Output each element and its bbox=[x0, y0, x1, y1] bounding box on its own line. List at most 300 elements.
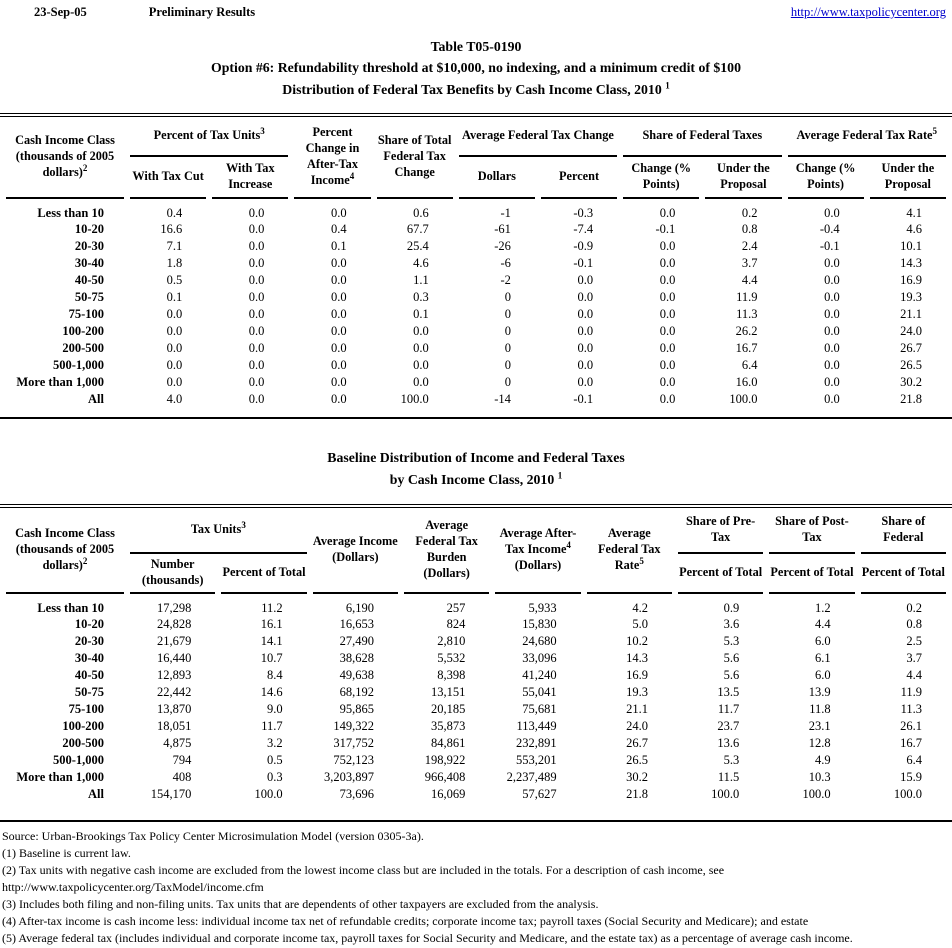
cell-value: 95,865 bbox=[339, 702, 374, 717]
col-header-cash-income-class: Cash Income Class (thousands of 2005 dollars)$^2$ bbox=[6, 508, 124, 594]
cell-value: 10.7 bbox=[260, 651, 283, 666]
cell-value: 15.9 bbox=[900, 770, 922, 785]
cell-value: 0.8 bbox=[906, 617, 922, 632]
cell-value: 0.0 bbox=[824, 341, 840, 356]
cell-value: 0.0 bbox=[659, 239, 676, 254]
cell-value: 0.0 bbox=[248, 341, 265, 356]
cell-value: 0.4 bbox=[330, 222, 347, 237]
cell-value: 10.3 bbox=[808, 770, 831, 785]
cell-value: -0.3 bbox=[573, 206, 594, 221]
cell-value: 3.6 bbox=[723, 617, 740, 632]
baseline-title-line1: Baseline Distribution of Income and Federal Taxes bbox=[327, 449, 625, 465]
cell-value: 16.6 bbox=[160, 222, 183, 237]
cell-value: 5.3 bbox=[723, 753, 740, 768]
footnote-marker-1: 1 bbox=[665, 80, 670, 91]
cell-value: 0 bbox=[504, 324, 511, 339]
row-label: 100-200 bbox=[62, 324, 104, 339]
cell-value: 18,051 bbox=[156, 719, 192, 734]
cell-value: 6.0 bbox=[815, 634, 831, 649]
cell-value: 5,933 bbox=[528, 600, 557, 615]
col-header-change-points: Change (% Points) bbox=[623, 157, 699, 199]
cell-value: 21.1 bbox=[626, 702, 648, 717]
row-label: 10-20 bbox=[74, 617, 104, 632]
cell-value: 0.0 bbox=[330, 307, 347, 322]
cell-value: 0.2 bbox=[741, 206, 758, 221]
cell-value: 24,680 bbox=[522, 634, 557, 649]
cell-value: 0.0 bbox=[248, 392, 265, 407]
cell-value: 5.0 bbox=[632, 617, 648, 632]
col-header-percent: Percent bbox=[541, 157, 617, 199]
table-row bbox=[6, 324, 946, 341]
cell-value: 16.1 bbox=[260, 617, 283, 632]
cell-value: 0.0 bbox=[166, 307, 183, 322]
cell-value: 0.1 bbox=[166, 290, 183, 305]
cell-value: -0.1 bbox=[819, 239, 840, 254]
row-label: 100-200 bbox=[62, 719, 104, 734]
preliminary-results-label: Preliminary Results bbox=[148, 5, 256, 19]
table-row bbox=[6, 617, 946, 634]
baseline-table-body bbox=[6, 594, 946, 804]
cell-value: 100.0 bbox=[254, 787, 283, 802]
cell-value: 0.0 bbox=[330, 358, 347, 373]
table-row bbox=[6, 719, 946, 736]
cell-value: 0.0 bbox=[166, 358, 183, 373]
row-label: 20-30 bbox=[74, 634, 104, 649]
footnote-marker-1: 1 bbox=[557, 470, 563, 481]
cell-value: 12,893 bbox=[156, 668, 192, 683]
cell-value: 0.0 bbox=[824, 375, 840, 390]
row-label: 40-50 bbox=[74, 273, 104, 288]
cell-value: 0.0 bbox=[248, 239, 265, 254]
report-date: 23-Sep-05 bbox=[34, 5, 87, 19]
baseline-title-block bbox=[0, 447, 952, 491]
cell-value: 68,192 bbox=[339, 685, 374, 700]
group-header-share-of-pre-tax: Share of Pre-Tax bbox=[678, 508, 763, 554]
table-row bbox=[6, 307, 946, 324]
cell-value: 0.0 bbox=[330, 324, 347, 339]
cell-value: 0.0 bbox=[413, 341, 429, 356]
baseline-table bbox=[0, 508, 952, 804]
cell-value: 0.6 bbox=[413, 206, 429, 221]
table-row bbox=[6, 736, 946, 753]
col-header-average-income: Average Income (Dollars) bbox=[313, 508, 398, 594]
row-label: 200-500 bbox=[62, 736, 104, 751]
group-header-percent-of-tax-units: Percent of Tax Units$^3$ bbox=[130, 117, 288, 157]
col-header-under-the-proposal: Under the Proposal bbox=[705, 157, 781, 199]
cell-value: 100.0 bbox=[729, 392, 758, 407]
cell-value: 0.5 bbox=[267, 753, 283, 768]
cell-value: 0 bbox=[504, 358, 511, 373]
cell-value: 14.1 bbox=[260, 634, 283, 649]
table-row bbox=[6, 222, 946, 239]
cell-value: 0.0 bbox=[659, 392, 676, 407]
footnote-4: (4) After-tax income is cash income less: individual income tax net of refundable credits; corporate income tax; payroll taxes (Social Security and Medicare); and estate bbox=[2, 913, 809, 928]
row-label: More than 1,000 bbox=[16, 375, 104, 390]
cell-value: 0.0 bbox=[659, 375, 676, 390]
cell-value: 20,185 bbox=[430, 702, 466, 717]
cell-value: 10.1 bbox=[900, 239, 922, 254]
cell-value: 11.5 bbox=[717, 770, 740, 785]
cell-value: 8.4 bbox=[267, 668, 283, 683]
cell-value: 33,096 bbox=[522, 651, 557, 666]
cell-value: 408 bbox=[172, 770, 192, 785]
footnotes bbox=[0, 829, 952, 947]
cell-value: -0.9 bbox=[573, 239, 594, 254]
cell-value: 257 bbox=[446, 600, 466, 615]
table-title-block bbox=[0, 36, 952, 100]
row-label: 500-1,000 bbox=[52, 358, 104, 373]
cell-value: 198,922 bbox=[424, 753, 466, 768]
cell-value: 5.6 bbox=[723, 668, 740, 683]
cell-value: 4.4 bbox=[906, 668, 922, 683]
cell-value: 2,810 bbox=[437, 634, 466, 649]
col-header-with-tax-cut: With Tax Cut bbox=[130, 157, 206, 199]
col-header-cash-income-class: Cash Income Class (thousands of 2005 dollars)$^2$ bbox=[6, 117, 124, 199]
cell-value: 17,298 bbox=[156, 600, 192, 615]
cell-value: -6 bbox=[500, 256, 511, 271]
group-header-row bbox=[6, 508, 946, 554]
cell-value: 0.0 bbox=[166, 324, 183, 339]
cell-value: 0.0 bbox=[330, 290, 347, 305]
cell-value: 1.2 bbox=[815, 600, 831, 615]
benefits-table-body bbox=[6, 199, 946, 409]
cell-value: -61 bbox=[494, 222, 511, 237]
cell-value: 14.3 bbox=[626, 651, 648, 666]
cell-value: 0.0 bbox=[824, 358, 840, 373]
row-label: All bbox=[88, 787, 104, 802]
cell-value: 0.0 bbox=[577, 307, 594, 322]
cell-value: 2.4 bbox=[741, 239, 758, 254]
cell-value: 26.2 bbox=[735, 324, 758, 339]
cell-value: 75,681 bbox=[522, 702, 557, 717]
cell-value: 0.0 bbox=[248, 307, 265, 322]
table-row bbox=[6, 594, 946, 617]
cell-value: 8,398 bbox=[437, 668, 466, 683]
cell-value: 966,408 bbox=[424, 770, 466, 785]
col-header-percent-of-total: Percent of Total bbox=[769, 554, 854, 594]
cell-value: 26.7 bbox=[900, 341, 922, 356]
table-row bbox=[6, 239, 946, 256]
table-number-title: Table T05-0190 bbox=[430, 39, 522, 54]
cell-value: 0.4 bbox=[166, 206, 183, 221]
cell-value: 4,875 bbox=[163, 736, 192, 751]
cell-value: 6,190 bbox=[345, 600, 374, 615]
cell-value: 26.1 bbox=[900, 719, 922, 734]
cell-value: 0 bbox=[504, 290, 511, 305]
cell-value: -0.4 bbox=[819, 222, 840, 237]
cell-value: 3.2 bbox=[267, 736, 283, 751]
cell-value: 4.2 bbox=[632, 600, 648, 615]
cell-value: 794 bbox=[172, 753, 192, 768]
baseline-table-header bbox=[6, 508, 946, 594]
cell-value: 1.8 bbox=[166, 256, 183, 271]
col-header-dollars: Dollars bbox=[459, 157, 535, 199]
cell-value: 13.5 bbox=[717, 685, 740, 700]
row-label: 75-100 bbox=[68, 702, 104, 717]
cell-value: 11.9 bbox=[900, 685, 922, 700]
cell-value: 0.0 bbox=[659, 273, 676, 288]
cell-value: 67.7 bbox=[406, 222, 429, 237]
cell-value: 100.0 bbox=[711, 787, 740, 802]
cell-value: 0.0 bbox=[248, 324, 265, 339]
cell-value: 0.0 bbox=[330, 256, 347, 271]
cell-value: 0.9 bbox=[723, 600, 740, 615]
col-header-percent-of-total: Percent of Total bbox=[221, 554, 306, 594]
cell-value: 0.1 bbox=[413, 307, 429, 322]
cell-value: 21.8 bbox=[626, 787, 648, 802]
cell-value: 317,752 bbox=[333, 736, 374, 751]
cell-value: 16.7 bbox=[900, 736, 922, 751]
cell-value: 0.0 bbox=[248, 273, 265, 288]
cell-value: 10.2 bbox=[626, 634, 648, 649]
cell-value: 0.0 bbox=[330, 206, 347, 221]
row-label: 200-500 bbox=[62, 341, 104, 356]
cell-value: 0.0 bbox=[166, 341, 183, 356]
baseline-title-line2: by Cash Income Class, 2010 $^1$ bbox=[389, 470, 563, 487]
row-label: More than 1,000 bbox=[16, 770, 104, 785]
cell-value: 24.0 bbox=[900, 324, 922, 339]
group-header-average-federal-tax-change: Average Federal Tax Change bbox=[459, 117, 617, 157]
cell-value: 0.0 bbox=[330, 375, 347, 390]
row-label: 50-75 bbox=[74, 290, 104, 305]
cell-value: 5.3 bbox=[723, 634, 740, 649]
cell-value: -2 bbox=[500, 273, 511, 288]
cell-value: -0.1 bbox=[573, 256, 594, 271]
cell-value: 57,627 bbox=[522, 787, 557, 802]
col-header-share-total-federal-tax-change: Share of Total Federal Tax Change bbox=[377, 117, 453, 199]
table-row bbox=[6, 787, 946, 804]
cell-value: 11.7 bbox=[261, 719, 283, 734]
row-label: 500-1,000 bbox=[52, 753, 104, 768]
cell-value: 0.0 bbox=[330, 273, 347, 288]
footnote-3: (3) Includes both filing and non-filing units. Tax units that are dependents of other taxpayers are excluded from the analysis. bbox=[2, 896, 599, 911]
group-header-average-federal-tax-rate: Average Federal Tax Rate$^5$ bbox=[788, 117, 947, 157]
cell-value: 7.1 bbox=[166, 239, 183, 254]
cell-value: 9.0 bbox=[267, 702, 283, 717]
col-header-number-thousands: Number (thousands) bbox=[130, 554, 215, 594]
cell-value: 16,069 bbox=[430, 787, 466, 802]
cell-value: 11.2 bbox=[261, 600, 283, 615]
cell-value: 16.7 bbox=[735, 341, 758, 356]
cell-value: 13.9 bbox=[808, 685, 831, 700]
cell-value: 154,170 bbox=[150, 787, 192, 802]
cell-value: -7.4 bbox=[573, 222, 594, 237]
cell-value: 41,240 bbox=[522, 668, 557, 683]
group-header-row bbox=[6, 117, 946, 157]
cell-value: 0.2 bbox=[906, 600, 922, 615]
footnote-5: (5) Average federal tax (includes individual and corporate income tax, payroll taxes for Social Security and Medicare, and the estate tax) as a percentage of average cash income. bbox=[2, 931, 853, 946]
baseline-table-wrapper bbox=[0, 504, 952, 822]
cell-value: 6.1 bbox=[815, 651, 831, 666]
cell-value: 0.3 bbox=[267, 770, 283, 785]
cell-value: 0.0 bbox=[577, 290, 594, 305]
group-header-share-of-federal: Share of Federal bbox=[861, 508, 946, 554]
cell-value: 232,891 bbox=[516, 736, 557, 751]
cell-value: 0.0 bbox=[824, 324, 840, 339]
col-header-with-tax-increase: With Tax Increase bbox=[212, 157, 288, 199]
cell-value: 0.0 bbox=[248, 290, 265, 305]
cell-value: 24.0 bbox=[626, 719, 648, 734]
cell-value: -14 bbox=[494, 392, 511, 407]
benefits-table-wrapper bbox=[0, 113, 952, 419]
cell-value: 26.7 bbox=[626, 736, 648, 751]
cell-value: 30.2 bbox=[626, 770, 648, 785]
cell-value: 0.3 bbox=[413, 290, 429, 305]
cell-value: 26.5 bbox=[900, 358, 922, 373]
table-row bbox=[6, 290, 946, 307]
cell-value: 14.3 bbox=[900, 256, 922, 271]
source-note: Source: Urban-Brookings Tax Policy Center Microsimulation Model (version 0305-3a). bbox=[2, 828, 424, 843]
row-label: 30-40 bbox=[74, 256, 104, 271]
cell-value: 0.0 bbox=[577, 358, 594, 373]
cell-value: 3,203,897 bbox=[323, 770, 374, 785]
cell-value: 6.0 bbox=[815, 668, 831, 683]
cell-value: 0.0 bbox=[659, 358, 676, 373]
row-label: 20-30 bbox=[74, 239, 104, 254]
cell-value: 21.1 bbox=[900, 307, 922, 322]
cell-value: 4.6 bbox=[906, 222, 922, 237]
cell-value: 4.4 bbox=[741, 273, 758, 288]
cell-value: 19.3 bbox=[626, 685, 648, 700]
cell-value: 2,237,489 bbox=[506, 770, 557, 785]
cell-value: 0.0 bbox=[577, 324, 594, 339]
cell-value: 16.9 bbox=[626, 668, 648, 683]
table-row bbox=[6, 392, 946, 409]
cell-value: 0.1 bbox=[330, 239, 347, 254]
cell-value: 0.5 bbox=[166, 273, 183, 288]
cell-value: 16.9 bbox=[900, 273, 922, 288]
cell-value: 12.8 bbox=[808, 736, 831, 751]
cell-value: 0.0 bbox=[659, 290, 676, 305]
col-header-under-the-proposal: Under the Proposal bbox=[870, 157, 946, 199]
cell-value: 73,696 bbox=[339, 787, 374, 802]
cell-value: 21,679 bbox=[156, 634, 192, 649]
cell-value: 0.0 bbox=[248, 256, 265, 271]
cell-value: 14.6 bbox=[260, 685, 283, 700]
cell-value: -0.1 bbox=[655, 222, 676, 237]
cell-value: 0.0 bbox=[824, 256, 840, 271]
table-row bbox=[6, 668, 946, 685]
cell-value: 100.0 bbox=[802, 787, 831, 802]
table-row bbox=[6, 358, 946, 375]
table-row bbox=[6, 702, 946, 719]
cell-value: 0.0 bbox=[659, 256, 676, 271]
cell-value: 30.2 bbox=[900, 375, 922, 390]
table-row bbox=[6, 634, 946, 651]
cell-value: 6.4 bbox=[741, 358, 758, 373]
cell-value: 2.5 bbox=[906, 634, 922, 649]
cell-value: 553,201 bbox=[516, 753, 557, 768]
cell-value: 100.0 bbox=[893, 787, 922, 802]
cell-value: 0.0 bbox=[577, 341, 594, 356]
cell-value: -1 bbox=[500, 206, 511, 221]
table-row bbox=[6, 341, 946, 358]
cell-value: 0 bbox=[504, 307, 511, 322]
cell-value: 4.1 bbox=[906, 206, 922, 221]
cell-value: 11.3 bbox=[736, 307, 758, 322]
row-label: 10-20 bbox=[74, 222, 104, 237]
cell-value: 0 bbox=[504, 375, 511, 390]
table-row bbox=[6, 273, 946, 290]
cell-value: 0.0 bbox=[824, 273, 840, 288]
cell-value: 38,628 bbox=[339, 651, 374, 666]
cell-value: 0.0 bbox=[413, 324, 429, 339]
cell-value: 0.0 bbox=[248, 206, 265, 221]
cell-value: 5.6 bbox=[723, 651, 740, 666]
cell-value: 11.3 bbox=[900, 702, 922, 717]
cell-value: 0.0 bbox=[824, 290, 840, 305]
cell-value: 13,151 bbox=[430, 685, 466, 700]
cell-value: 0.0 bbox=[248, 375, 265, 390]
page-header bbox=[0, 5, 952, 20]
distribution-title: Distribution of Federal Tax Benefits by Cash Income Class, 2010 $^1$ bbox=[282, 80, 670, 97]
table-row bbox=[6, 685, 946, 702]
col-header-change-points: Change (% Points) bbox=[788, 157, 864, 199]
cell-value: 23.1 bbox=[808, 719, 831, 734]
cell-value: 0.0 bbox=[413, 375, 429, 390]
group-header-share-of-federal-taxes: Share of Federal Taxes bbox=[623, 117, 781, 157]
cell-value: 3.7 bbox=[741, 256, 758, 271]
col-header-average-federal-tax-burden: Average Federal Tax Burden (Dollars) bbox=[404, 508, 489, 594]
table-row bbox=[6, 375, 946, 392]
row-label: Less than 10 bbox=[37, 600, 104, 615]
cell-value: 0.0 bbox=[577, 273, 594, 288]
cell-value: 100.0 bbox=[400, 392, 429, 407]
cell-value: 16.0 bbox=[735, 375, 758, 390]
cell-value: 0.0 bbox=[577, 375, 594, 390]
cell-value: 6.4 bbox=[906, 753, 922, 768]
row-label: 40-50 bbox=[74, 668, 104, 683]
cell-value: 16,653 bbox=[339, 617, 374, 632]
cell-value: 11.9 bbox=[736, 290, 758, 305]
cell-value: 0 bbox=[504, 341, 511, 356]
cell-value: 23.7 bbox=[717, 719, 740, 734]
row-label: 30-40 bbox=[74, 651, 104, 666]
cell-value: 0.0 bbox=[824, 392, 840, 407]
cell-value: 15,830 bbox=[522, 617, 557, 632]
cell-value: 824 bbox=[446, 617, 466, 632]
group-header-share-of-post-tax: Share of Post-Tax bbox=[769, 508, 854, 554]
cell-value: 13,870 bbox=[156, 702, 192, 717]
table-row bbox=[6, 753, 946, 770]
cell-value: 0.0 bbox=[248, 358, 265, 373]
cell-value: 149,322 bbox=[333, 719, 374, 734]
sub-header-row bbox=[6, 157, 946, 199]
cell-value: 0.8 bbox=[741, 222, 758, 237]
col-header-percent-of-total: Percent of Total bbox=[678, 554, 763, 594]
cell-value: 13.6 bbox=[717, 736, 740, 751]
cell-value: 0.0 bbox=[824, 206, 840, 221]
cell-value: 49,638 bbox=[339, 668, 374, 683]
row-label: All bbox=[88, 392, 104, 407]
cell-value: 22,442 bbox=[156, 685, 192, 700]
cell-value: 4.9 bbox=[815, 753, 831, 768]
footnote-1: (1) Baseline is current law. bbox=[2, 845, 131, 860]
option-title: Option #6: Refundability threshold at $10,000, no indexing, and a minimum credit of $100 bbox=[211, 60, 741, 76]
cell-value: 752,123 bbox=[333, 753, 374, 768]
taxpolicycenter-link[interactable]: http://www.taxpolicycenter.org bbox=[790, 5, 946, 19]
col-header-average-federal-tax-rate: Average Federal Tax Rate$^5$ bbox=[587, 508, 672, 594]
cell-value: 16,440 bbox=[156, 651, 192, 666]
benefits-table bbox=[0, 117, 952, 409]
col-header-percent-of-total: Percent of Total bbox=[861, 554, 946, 594]
col-header-average-after-tax-income: Average After-Tax Income$^4$ (Dollars) bbox=[495, 508, 580, 594]
cell-value: 0.0 bbox=[330, 341, 347, 356]
cell-value: 0.0 bbox=[659, 307, 676, 322]
benefits-table-header bbox=[6, 117, 946, 199]
cell-value: 4.0 bbox=[166, 392, 183, 407]
footnote-2-url: http://www.taxpolicycenter.org/TaxModel/income.cfm bbox=[2, 879, 264, 894]
